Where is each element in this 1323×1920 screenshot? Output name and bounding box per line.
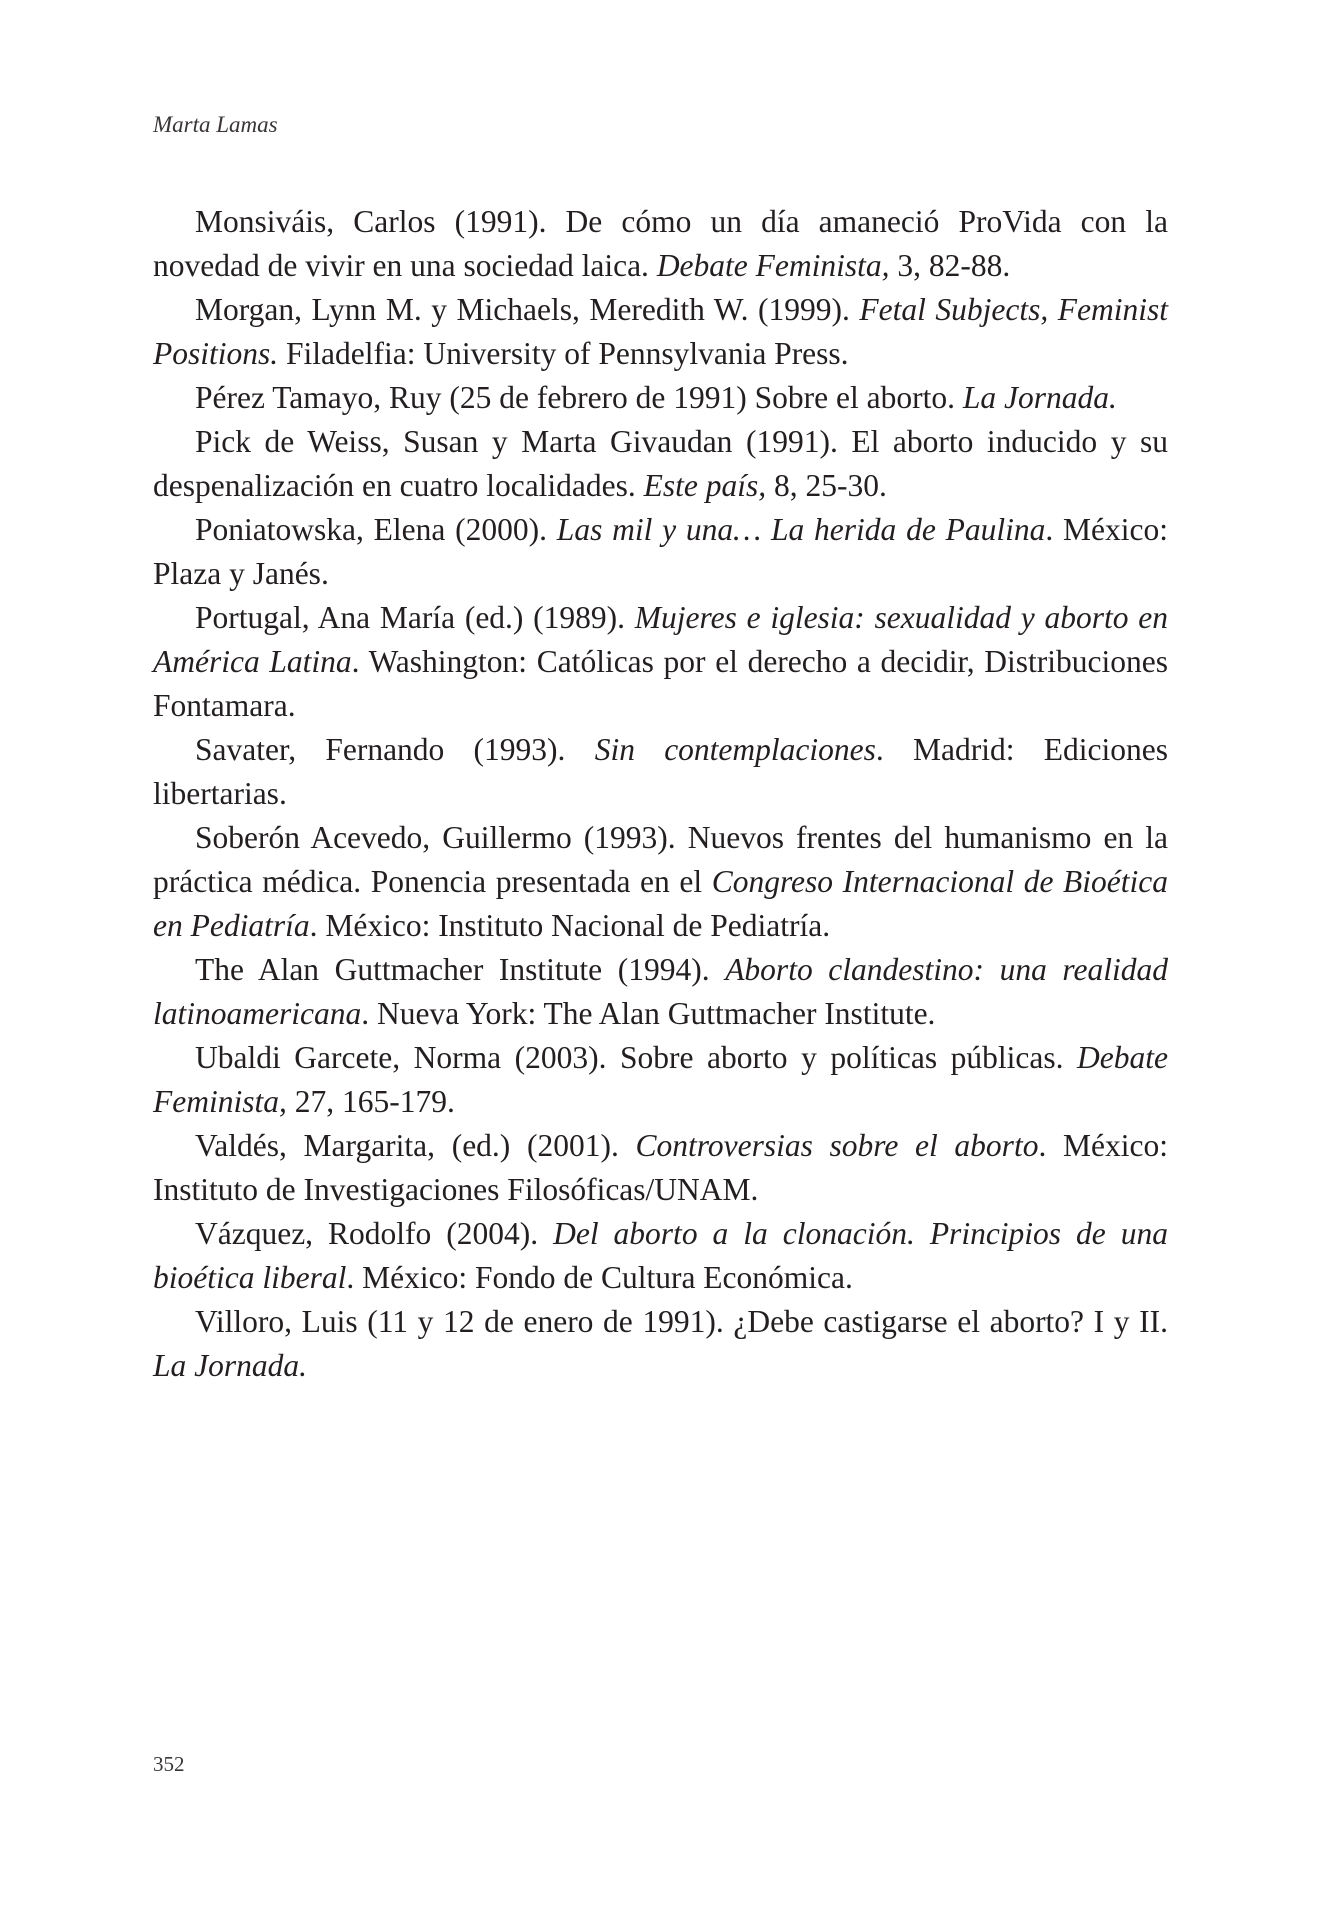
reference-text: Villoro, Luis (11 y 12 de enero de 1991). ¿Debe castigarse el aborto? I y II.: [195, 1304, 1168, 1339]
reference-entry: [153, 288, 1168, 376]
reference-entry: [153, 1036, 1168, 1124]
reference-italic-title: Debate Feminista,: [153, 1040, 1168, 1119]
reference-entry: [153, 1212, 1168, 1300]
reference-text: . Madrid: Ediciones libertarias.: [153, 732, 1168, 811]
reference-italic-title: Fetal Subjects, Feminist Positions.: [153, 292, 1168, 371]
reference-text: . Washington: Católicas por el derecho a decidir, Distribuciones Fontamara.: [153, 644, 1168, 723]
reference-text: . México: Plaza y Janés.: [153, 512, 1168, 591]
reference-italic-title: La Jornada.: [962, 380, 1117, 415]
reference-text: Portugal, Ana María (ed.) (1989).: [195, 600, 635, 635]
reference-text: Savater, Fernando (1993).: [195, 732, 595, 767]
reference-text: Poniatowska, Elena (2000).: [195, 512, 557, 547]
page-number: 352: [153, 1752, 185, 1776]
reference-text: Pérez Tamayo, Ruy (25 de febrero de 1991) Sobre el aborto.: [195, 380, 963, 415]
reference-text: . Nueva York: The Alan Guttmacher Institute.: [361, 996, 936, 1031]
reference-entry: [153, 420, 1168, 508]
reference-text: . México: Fondo de Cultura Económica.: [346, 1260, 853, 1295]
reference-text: Vázquez, Rodolfo (2004).: [195, 1216, 554, 1251]
reference-italic-title: Mujeres e iglesia: sexualidad y aborto en América Latina: [153, 600, 1169, 679]
reference-italic-title: Aborto clandestino: una realidad latinoamericana: [153, 952, 1168, 1031]
reference-text: Ubaldi Garcete, Norma (2003). Sobre aborto y políticas públicas.: [195, 1040, 1078, 1075]
reference-text: Morgan, Lynn M. y Michaels, Meredith W. (1999).: [195, 292, 860, 327]
reference-italic-title: Debate Feminista,: [656, 248, 890, 283]
reference-italic-title: Congreso Internacional de Bioética en Pediatría: [153, 864, 1169, 943]
reference-entry: [153, 1300, 1168, 1388]
reference-italic-title: Del aborto a la clonación. Principios de una bioética liberal: [153, 1216, 1169, 1295]
running-head-author: Marta Lamas: [153, 112, 278, 137]
reference-text: 27, 165-179.: [286, 1084, 455, 1119]
reference-text: Soberón Acevedo, Guillermo (1993). Nuevos frentes del humanismo en la práctica médica. Ponencia presentada en el: [153, 820, 1168, 899]
reference-italic-title: Sin contemplaciones: [594, 732, 876, 767]
reference-text: Monsiváis, Carlos (1991). De cómo un día amaneció ProVida con la novedad de vivir en una sociedad laica.: [153, 204, 1168, 283]
reference-entry: [153, 508, 1168, 596]
reference-entry: [153, 1124, 1168, 1212]
reference-entry: [153, 200, 1168, 288]
reference-italic-title: La Jornada.: [153, 1348, 308, 1383]
reference-italic-title: Este país,: [643, 468, 767, 503]
reference-text: 3, 82-88.: [889, 248, 1011, 283]
reference-italic-title: Controversias sobre el aborto: [635, 1128, 1039, 1163]
reference-entry: [153, 596, 1168, 728]
reference-entry: [153, 376, 1168, 420]
reference-text: Valdés, Margarita, (ed.) (2001).: [195, 1128, 636, 1163]
reference-text: Filadelfia: University of Pennsylvania Press.: [278, 336, 849, 371]
reference-entry: [153, 816, 1168, 948]
reference-list: [153, 200, 1168, 1388]
reference-entry: [153, 948, 1168, 1036]
reference-text: 8, 25-30.: [766, 468, 887, 503]
reference-text: . México: Instituto Nacional de Pediatría.: [309, 908, 831, 943]
reference-italic-title: Las mil y una… La herida de Paulina: [556, 512, 1046, 547]
reference-entry: [153, 728, 1168, 816]
reference-text: Pick de Weiss, Susan y Marta Givaudan (1991). El aborto inducido y su despenalización en cuatro localidades.: [153, 424, 1168, 503]
reference-text: . México: Instituto de Investigaciones Filosóficas/UNAM.: [153, 1128, 1168, 1207]
reference-text: The Alan Guttmacher Institute (1994).: [195, 952, 726, 987]
